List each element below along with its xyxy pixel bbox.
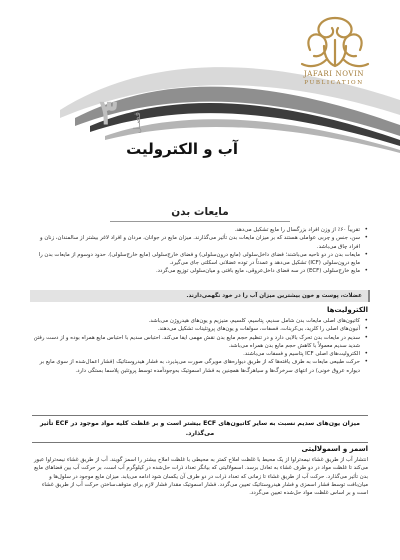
chapter-number: ۳ (99, 93, 118, 133)
list-item: • الکترولیت‌های اصلی ICF پتاسیم و فسفات می‌باشند. (32, 350, 368, 358)
publisher-logo (280, 6, 390, 116)
body-fluids-list (32, 226, 368, 276)
list-item: • سدیم در مایعات بدن تحرک بالایی دارد و در تنظیم حجم مایع بدن نقش مهمی ایفا می‌کند. احتباس سدیم با احتباس مایع همراه بوده و از دست رفتن شدید سدیم معمولاً با کاهش حجم مایع بدن همراه می‌باشد. (32, 334, 368, 351)
list-item: • مایع خارج‌سلولی (ECF) در سه فضای داخل‌عروقی، مایع بافتی و میان‌سلولی توزیع می‌گردد. (32, 267, 368, 275)
section-divider (110, 221, 290, 222)
publisher-name (286, 70, 382, 86)
chapter-title: آب و الکترولیت (126, 140, 238, 158)
boxed-note: میزان یون‌های سدیم نسبت به سایر کاتیون‌های ECF بیشتر است و بر غلظت کلیه مواد موجود در ECF تأثیر می‌گذارد. (32, 415, 368, 443)
publisher-name-sub: PUBLICATION (304, 80, 364, 86)
list-item: • تقریباً ۶۰٪ از وزن افراد بزرگسال را مایع تشکیل می‌دهد. (32, 226, 368, 234)
paragraph: انتشار آب از طریق غشاء نیمه‌تراوا از یک محیط با غلظت املاح کمتر به محیطی با غلظت املاح بیشتر را اسمز گویند. آب از طریق غشاء نیمه‌تراوا عبور می‌کند تا غلظت مواد در دو طرف غشاء به تعادل برسد. اسمولالیتی که بیانگر تعداد ذرات حل‌شده در کیلوگرم آب است، بر حرکت آب بین فضاهای مایع بدن تأثیر می‌گذارد. حرکت آب از طریق غشاء تا زمانی که تعداد ذرات در دو طرف آن یکسان شود ادامه می‌یابد. میزان مایع موجود در سلول‌ها و میان‌بافت توسط فشار اسمزی و فشار هیدروستاتیک تعیین می‌گردد. فشار اسموتیک مقدار فشار لازم برای متوقف‌ساختن حرکت آب از طریق غشاء است و بر اساس غلظت مواد حل‌شده تعیین می‌گردد. (33, 457, 368, 497)
electrolytes-heading: الکترولیت‌ها (326, 306, 368, 314)
electrolytes-list (32, 317, 368, 375)
list-item: • سن، جنس و چربی عواملی هستند که بر میزان مایعات بدن تأثیر می‌گذارند. میزان مایع در جوانان، مردان و افراد لاغر بیشتر از سالمندان، زنان و افراد چاق می‌باشد. (32, 234, 368, 251)
list-item: • حرکت طبیعی مایعات به طرف یافته‌ها که از طریق دیواره‌های مویرگی صورت می‌پذیرد، به فشار هیدروستاتیک (فشار اعمال‌شده از سوی مایع بر دیواره عروق خونی) در انتهای سرخرگ‌ها و سیاهرگ‌ها همچنین به فشار اسموتیک به‌وجودآمده توسط پروتئین پلاسما بستگی دارد. (32, 358, 368, 375)
osmosis-heading: اسمز و اسمولالیتی (301, 445, 368, 453)
list-item: • مایعات بدن در دو ناحیه می‌باشند؛ فضای داخل‌سلولی (مایع درون‌سلولی) و فضای خارج‌سلولی (مایع خارج‌سلولی). حدود دوسوم از مایعات بدن را مایع درون‌سلولی (ICF) تشکیل می‌دهد و عمدتاً در توده عضلانی اسکلتی جای می‌گیرد. (32, 251, 368, 268)
osmosis-paragraph (32, 456, 368, 497)
publisher-name-main: JAFARI NOVIN (303, 70, 365, 78)
list-item: • آنیون‌های اصلی را کلرید، بی‌کربنات، فسفات، سولفات و یون‌های پروتئینات تشکیل می‌دهند. (32, 325, 368, 333)
section-title: مایعات بدن (171, 206, 229, 218)
chapter-label: فصـل (133, 112, 143, 134)
list-item: • کاتیون‌های اصلی مایعات بدن شامل سدیم، پتاسیم، کلسیم، منیزیم و یون‌های هیدروژن می‌باشد. (32, 317, 368, 325)
highlight-note: عضلات، پوست و خون بیشترین میزان آب را در خود نگهمی‌دارند. (30, 290, 370, 302)
